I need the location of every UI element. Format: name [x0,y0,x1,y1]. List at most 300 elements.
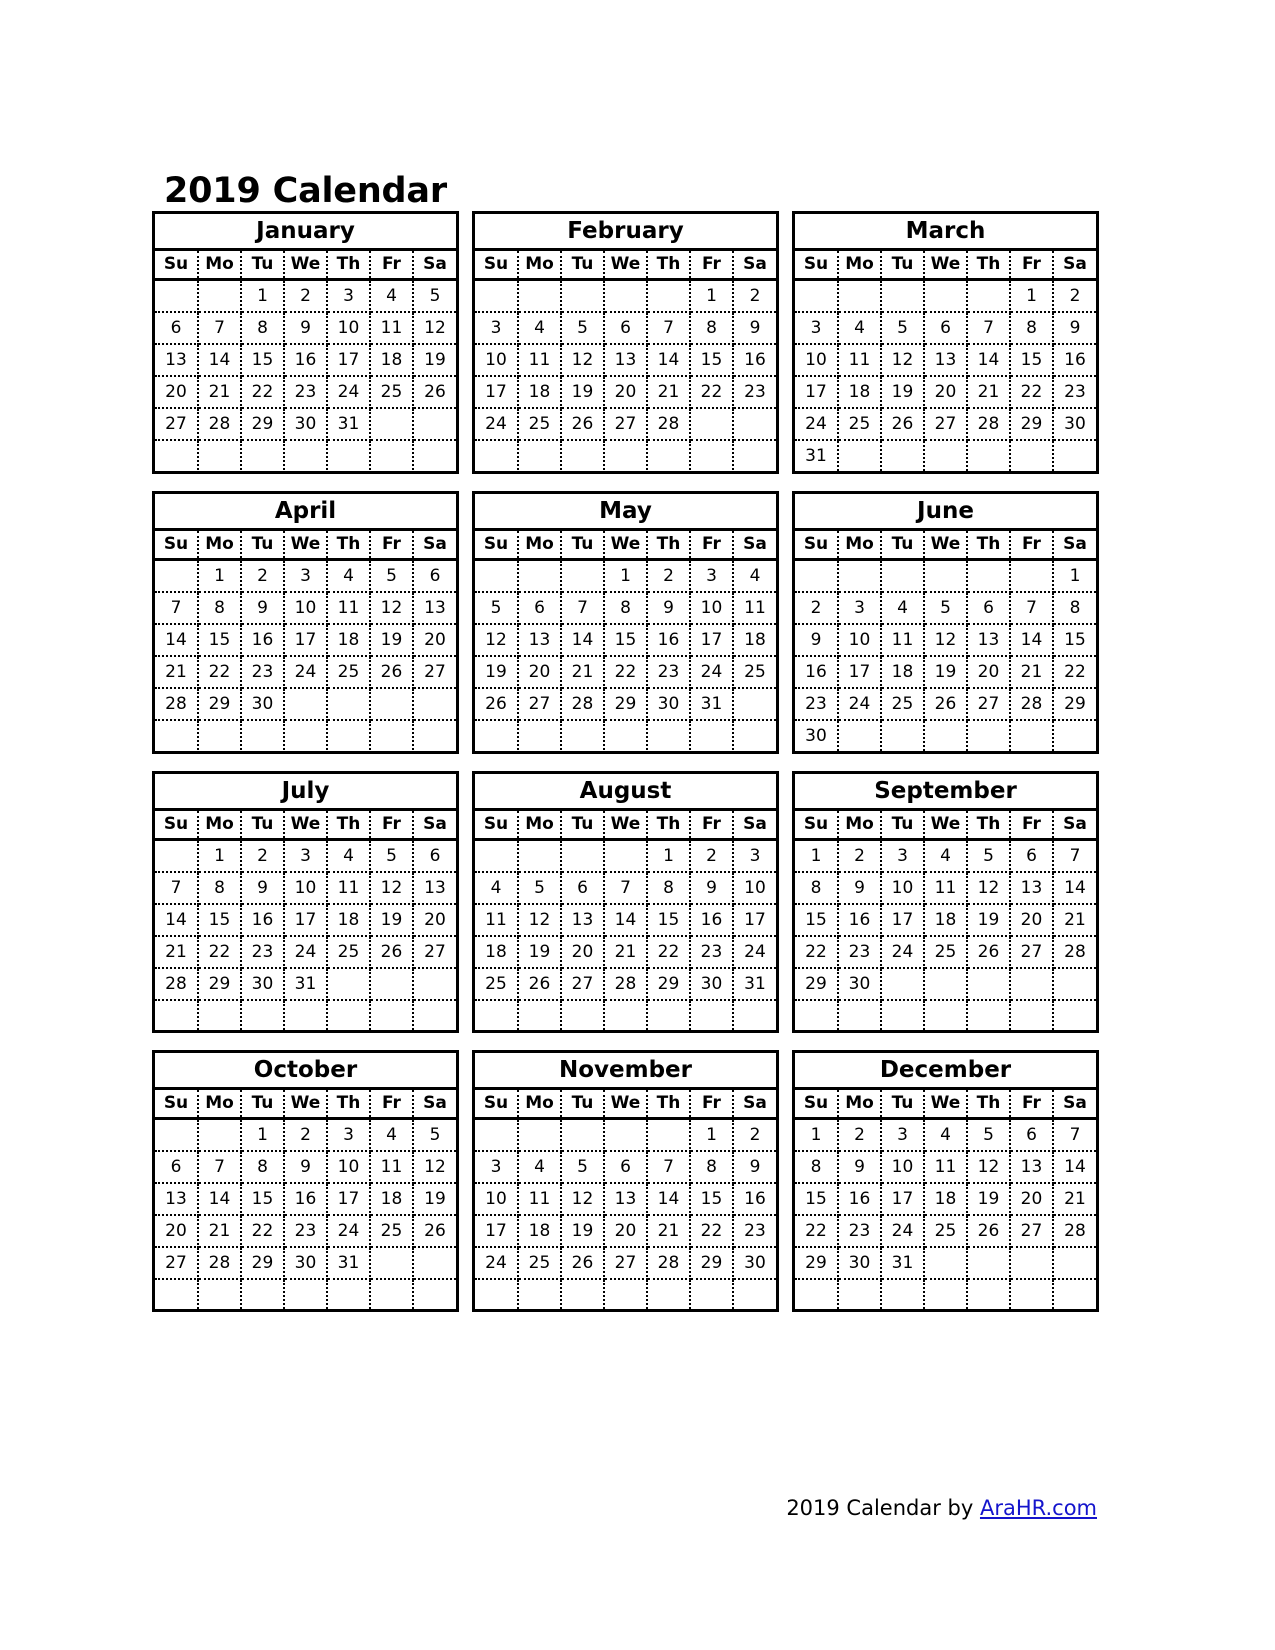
day-cell[interactable]: 27 [155,408,198,440]
day-cell[interactable]: 23 [838,936,881,968]
day-cell[interactable]: 4 [370,280,413,313]
day-cell[interactable]: 16 [647,624,690,656]
day-cell[interactable]: 23 [733,1215,776,1247]
day-cell[interactable]: 26 [561,408,604,440]
day-cell[interactable]: 5 [924,592,967,624]
day-cell[interactable]: 16 [284,1183,327,1215]
day-cell[interactable]: 27 [413,656,456,688]
day-cell[interactable]: 17 [284,624,327,656]
day-cell[interactable]: 20 [604,1215,647,1247]
day-cell[interactable]: 2 [690,840,733,873]
day-cell[interactable]: 25 [838,408,881,440]
day-cell[interactable]: 4 [327,560,370,593]
day-cell[interactable]: 16 [838,1183,881,1215]
day-cell[interactable]: 20 [413,624,456,656]
day-cell[interactable]: 8 [198,872,241,904]
day-cell[interactable]: 22 [1010,376,1053,408]
day-cell[interactable]: 24 [881,936,924,968]
day-cell[interactable]: 7 [604,872,647,904]
day-cell[interactable]: 6 [604,312,647,344]
day-cell[interactable]: 25 [518,408,561,440]
day-cell[interactable]: 20 [1010,904,1053,936]
day-cell[interactable]: 9 [241,592,284,624]
day-cell[interactable]: 28 [198,1247,241,1279]
day-cell[interactable]: 20 [967,656,1010,688]
day-cell[interactable]: 18 [924,904,967,936]
day-cell[interactable]: 8 [795,872,838,904]
day-cell[interactable]: 1 [198,840,241,873]
day-cell[interactable]: 5 [370,560,413,593]
day-cell[interactable]: 15 [1053,624,1096,656]
day-cell[interactable]: 10 [475,344,518,376]
day-cell[interactable]: 17 [733,904,776,936]
day-cell[interactable]: 31 [690,688,733,720]
day-cell[interactable]: 4 [475,872,518,904]
day-cell[interactable]: 2 [241,840,284,873]
day-cell[interactable]: 17 [475,1215,518,1247]
day-cell[interactable]: 25 [881,688,924,720]
day-cell[interactable]: 21 [647,376,690,408]
day-cell[interactable]: 25 [370,1215,413,1247]
day-cell[interactable]: 1 [690,280,733,313]
day-cell[interactable]: 12 [967,872,1010,904]
day-cell[interactable]: 29 [198,688,241,720]
day-cell[interactable]: 31 [327,408,370,440]
day-cell[interactable]: 26 [518,968,561,1000]
day-cell[interactable]: 16 [733,1183,776,1215]
day-cell[interactable]: 23 [241,656,284,688]
day-cell[interactable]: 10 [327,1151,370,1183]
day-cell[interactable]: 5 [518,872,561,904]
day-cell[interactable]: 2 [647,560,690,593]
day-cell[interactable]: 6 [1010,840,1053,873]
day-cell[interactable]: 30 [1053,408,1096,440]
day-cell[interactable]: 14 [198,1183,241,1215]
day-cell[interactable]: 26 [881,408,924,440]
day-cell[interactable]: 12 [413,312,456,344]
day-cell[interactable]: 19 [413,344,456,376]
day-cell[interactable]: 3 [475,1151,518,1183]
day-cell[interactable]: 25 [518,1247,561,1279]
day-cell[interactable]: 21 [647,1215,690,1247]
day-cell[interactable]: 28 [647,408,690,440]
day-cell[interactable]: 6 [924,312,967,344]
day-cell[interactable]: 21 [1010,656,1053,688]
day-cell[interactable]: 21 [198,1215,241,1247]
day-cell[interactable]: 29 [198,968,241,1000]
day-cell[interactable]: 25 [924,1215,967,1247]
day-cell[interactable]: 25 [475,968,518,1000]
day-cell[interactable]: 22 [1053,656,1096,688]
day-cell[interactable]: 24 [327,1215,370,1247]
day-cell[interactable]: 12 [561,344,604,376]
day-cell[interactable]: 30 [838,968,881,1000]
day-cell[interactable]: 17 [327,344,370,376]
day-cell[interactable]: 10 [475,1183,518,1215]
day-cell[interactable]: 14 [155,904,198,936]
day-cell[interactable]: 27 [1010,1215,1053,1247]
day-cell[interactable]: 24 [475,1247,518,1279]
day-cell[interactable]: 16 [1053,344,1096,376]
day-cell[interactable]: 29 [795,968,838,1000]
day-cell[interactable]: 28 [155,968,198,1000]
day-cell[interactable]: 2 [1053,280,1096,313]
day-cell[interactable]: 16 [241,904,284,936]
day-cell[interactable]: 14 [1053,872,1096,904]
day-cell[interactable]: 1 [604,560,647,593]
day-cell[interactable]: 13 [1010,1151,1053,1183]
day-cell[interactable]: 23 [690,936,733,968]
day-cell[interactable]: 5 [370,840,413,873]
day-cell[interactable]: 13 [518,624,561,656]
day-cell[interactable]: 25 [733,656,776,688]
day-cell[interactable]: 7 [647,312,690,344]
day-cell[interactable]: 24 [690,656,733,688]
day-cell[interactable]: 26 [475,688,518,720]
day-cell[interactable]: 29 [647,968,690,1000]
day-cell[interactable]: 7 [1053,840,1096,873]
day-cell[interactable]: 26 [413,376,456,408]
day-cell[interactable]: 14 [198,344,241,376]
day-cell[interactable]: 19 [370,904,413,936]
day-cell[interactable]: 18 [327,624,370,656]
day-cell[interactable]: 18 [733,624,776,656]
day-cell[interactable]: 3 [733,840,776,873]
day-cell[interactable]: 10 [795,344,838,376]
day-cell[interactable]: 13 [604,1183,647,1215]
day-cell[interactable]: 31 [881,1247,924,1279]
day-cell[interactable]: 10 [881,1151,924,1183]
day-cell[interactable]: 24 [838,688,881,720]
day-cell[interactable]: 23 [1053,376,1096,408]
day-cell[interactable]: 24 [284,936,327,968]
day-cell[interactable]: 18 [475,936,518,968]
day-cell[interactable]: 11 [370,312,413,344]
day-cell[interactable]: 28 [1053,936,1096,968]
day-cell[interactable]: 15 [647,904,690,936]
day-cell[interactable]: 15 [690,344,733,376]
day-cell[interactable]: 20 [413,904,456,936]
day-cell[interactable]: 21 [155,656,198,688]
day-cell[interactable]: 5 [967,1119,1010,1152]
day-cell[interactable]: 28 [1053,1215,1096,1247]
day-cell[interactable]: 9 [647,592,690,624]
day-cell[interactable]: 22 [690,1215,733,1247]
day-cell[interactable]: 11 [327,592,370,624]
day-cell[interactable]: 7 [561,592,604,624]
day-cell[interactable]: 9 [241,872,284,904]
day-cell[interactable]: 22 [604,656,647,688]
day-cell[interactable]: 28 [604,968,647,1000]
day-cell[interactable]: 19 [518,936,561,968]
day-cell[interactable]: 3 [327,280,370,313]
day-cell[interactable]: 28 [561,688,604,720]
day-cell[interactable]: 25 [924,936,967,968]
day-cell[interactable]: 3 [475,312,518,344]
day-cell[interactable]: 10 [284,872,327,904]
day-cell[interactable]: 11 [924,1151,967,1183]
day-cell[interactable]: 27 [155,1247,198,1279]
day-cell[interactable]: 15 [690,1183,733,1215]
day-cell[interactable]: 8 [241,312,284,344]
day-cell[interactable]: 15 [241,1183,284,1215]
day-cell[interactable]: 30 [838,1247,881,1279]
day-cell[interactable]: 12 [561,1183,604,1215]
day-cell[interactable]: 27 [967,688,1010,720]
day-cell[interactable]: 18 [838,376,881,408]
day-cell[interactable]: 23 [284,1215,327,1247]
day-cell[interactable]: 19 [475,656,518,688]
day-cell[interactable]: 16 [795,656,838,688]
day-cell[interactable]: 25 [327,656,370,688]
day-cell[interactable]: 10 [327,312,370,344]
day-cell[interactable]: 18 [518,1215,561,1247]
day-cell[interactable]: 8 [198,592,241,624]
day-cell[interactable]: 15 [198,904,241,936]
day-cell[interactable]: 14 [1010,624,1053,656]
day-cell[interactable]: 23 [733,376,776,408]
day-cell[interactable]: 22 [647,936,690,968]
day-cell[interactable]: 8 [690,1151,733,1183]
day-cell[interactable]: 24 [733,936,776,968]
day-cell[interactable]: 30 [241,688,284,720]
day-cell[interactable]: 22 [690,376,733,408]
day-cell[interactable]: 3 [284,840,327,873]
day-cell[interactable]: 8 [241,1151,284,1183]
day-cell[interactable]: 16 [690,904,733,936]
day-cell[interactable]: 11 [733,592,776,624]
day-cell[interactable]: 17 [795,376,838,408]
day-cell[interactable]: 6 [413,840,456,873]
day-cell[interactable]: 26 [967,1215,1010,1247]
day-cell[interactable]: 13 [155,1183,198,1215]
day-cell[interactable]: 15 [1010,344,1053,376]
day-cell[interactable]: 15 [198,624,241,656]
day-cell[interactable]: 29 [795,1247,838,1279]
day-cell[interactable]: 19 [967,1183,1010,1215]
day-cell[interactable]: 22 [198,936,241,968]
day-cell[interactable]: 25 [370,376,413,408]
day-cell[interactable]: 6 [413,560,456,593]
day-cell[interactable]: 31 [327,1247,370,1279]
day-cell[interactable]: 20 [155,376,198,408]
day-cell[interactable]: 4 [370,1119,413,1152]
day-cell[interactable]: 1 [795,1119,838,1152]
day-cell[interactable]: 13 [924,344,967,376]
day-cell[interactable]: 14 [967,344,1010,376]
day-cell[interactable]: 28 [647,1247,690,1279]
day-cell[interactable]: 3 [284,560,327,593]
day-cell[interactable]: 3 [690,560,733,593]
day-cell[interactable]: 18 [327,904,370,936]
day-cell[interactable]: 11 [518,344,561,376]
day-cell[interactable]: 13 [604,344,647,376]
day-cell[interactable]: 23 [241,936,284,968]
day-cell[interactable]: 17 [327,1183,370,1215]
day-cell[interactable]: 2 [284,280,327,313]
day-cell[interactable]: 15 [241,344,284,376]
day-cell[interactable]: 5 [413,280,456,313]
day-cell[interactable]: 6 [561,872,604,904]
day-cell[interactable]: 27 [604,408,647,440]
day-cell[interactable]: 1 [198,560,241,593]
day-cell[interactable]: 21 [604,936,647,968]
day-cell[interactable]: 16 [733,344,776,376]
day-cell[interactable]: 20 [924,376,967,408]
day-cell[interactable]: 20 [561,936,604,968]
day-cell[interactable]: 31 [795,440,838,471]
day-cell[interactable]: 11 [838,344,881,376]
day-cell[interactable]: 8 [1010,312,1053,344]
day-cell[interactable]: 1 [1010,280,1053,313]
day-cell[interactable]: 14 [155,624,198,656]
day-cell[interactable]: 7 [647,1151,690,1183]
day-cell[interactable]: 14 [561,624,604,656]
day-cell[interactable]: 3 [881,840,924,873]
day-cell[interactable]: 27 [561,968,604,1000]
day-cell[interactable]: 2 [284,1119,327,1152]
day-cell[interactable]: 2 [733,280,776,313]
day-cell[interactable]: 7 [155,872,198,904]
day-cell[interactable]: 3 [838,592,881,624]
day-cell[interactable]: 28 [155,688,198,720]
day-cell[interactable]: 26 [967,936,1010,968]
day-cell[interactable]: 10 [284,592,327,624]
day-cell[interactable]: 21 [967,376,1010,408]
day-cell[interactable]: 18 [924,1183,967,1215]
day-cell[interactable]: 26 [924,688,967,720]
day-cell[interactable]: 28 [198,408,241,440]
day-cell[interactable]: 1 [647,840,690,873]
day-cell[interactable]: 22 [241,376,284,408]
day-cell[interactable]: 16 [838,904,881,936]
day-cell[interactable]: 12 [370,592,413,624]
day-cell[interactable]: 4 [327,840,370,873]
day-cell[interactable]: 20 [518,656,561,688]
day-cell[interactable]: 2 [733,1119,776,1152]
day-cell[interactable]: 6 [967,592,1010,624]
day-cell[interactable]: 13 [561,904,604,936]
day-cell[interactable]: 11 [370,1151,413,1183]
day-cell[interactable]: 30 [795,720,838,751]
day-cell[interactable]: 29 [604,688,647,720]
day-cell[interactable]: 4 [838,312,881,344]
day-cell[interactable]: 3 [881,1119,924,1152]
day-cell[interactable]: 30 [690,968,733,1000]
day-cell[interactable]: 12 [475,624,518,656]
day-cell[interactable]: 18 [518,376,561,408]
day-cell[interactable]: 5 [475,592,518,624]
day-cell[interactable]: 7 [967,312,1010,344]
day-cell[interactable]: 14 [604,904,647,936]
day-cell[interactable]: 30 [284,1247,327,1279]
day-cell[interactable]: 27 [924,408,967,440]
day-cell[interactable]: 6 [155,1151,198,1183]
day-cell[interactable]: 16 [241,624,284,656]
day-cell[interactable]: 18 [370,1183,413,1215]
day-cell[interactable]: 30 [733,1247,776,1279]
day-cell[interactable]: 31 [284,968,327,1000]
day-cell[interactable]: 8 [690,312,733,344]
day-cell[interactable]: 9 [1053,312,1096,344]
day-cell[interactable]: 13 [155,344,198,376]
day-cell[interactable]: 9 [690,872,733,904]
day-cell[interactable]: 12 [967,1151,1010,1183]
day-cell[interactable]: 1 [241,280,284,313]
day-cell[interactable]: 17 [881,904,924,936]
day-cell[interactable]: 30 [284,408,327,440]
day-cell[interactable]: 11 [475,904,518,936]
day-cell[interactable]: 7 [198,1151,241,1183]
day-cell[interactable]: 17 [284,904,327,936]
day-cell[interactable]: 17 [881,1183,924,1215]
day-cell[interactable]: 11 [924,872,967,904]
day-cell[interactable]: 30 [647,688,690,720]
day-cell[interactable]: 11 [518,1183,561,1215]
day-cell[interactable]: 12 [518,904,561,936]
day-cell[interactable]: 22 [795,936,838,968]
day-cell[interactable]: 6 [518,592,561,624]
day-cell[interactable]: 19 [561,1215,604,1247]
day-cell[interactable]: 1 [241,1119,284,1152]
day-cell[interactable]: 29 [1053,688,1096,720]
day-cell[interactable]: 22 [241,1215,284,1247]
day-cell[interactable]: 27 [1010,936,1053,968]
day-cell[interactable]: 19 [924,656,967,688]
day-cell[interactable]: 21 [1053,1183,1096,1215]
day-cell[interactable]: 24 [327,376,370,408]
day-cell[interactable]: 5 [881,312,924,344]
day-cell[interactable]: 7 [1010,592,1053,624]
day-cell[interactable]: 4 [518,312,561,344]
day-cell[interactable]: 7 [155,592,198,624]
day-cell[interactable]: 2 [241,560,284,593]
day-cell[interactable]: 3 [327,1119,370,1152]
day-cell[interactable]: 19 [881,376,924,408]
day-cell[interactable]: 30 [241,968,284,1000]
day-cell[interactable]: 16 [284,344,327,376]
day-cell[interactable]: 10 [838,624,881,656]
day-cell[interactable]: 10 [690,592,733,624]
day-cell[interactable]: 2 [838,840,881,873]
day-cell[interactable]: 6 [155,312,198,344]
day-cell[interactable]: 29 [241,1247,284,1279]
day-cell[interactable]: 29 [690,1247,733,1279]
day-cell[interactable]: 14 [647,344,690,376]
day-cell[interactable]: 9 [284,312,327,344]
day-cell[interactable]: 18 [881,656,924,688]
day-cell[interactable]: 23 [795,688,838,720]
day-cell[interactable]: 12 [413,1151,456,1183]
day-cell[interactable]: 9 [795,624,838,656]
day-cell[interactable]: 23 [284,376,327,408]
day-cell[interactable]: 19 [370,624,413,656]
day-cell[interactable]: 4 [924,840,967,873]
day-cell[interactable]: 10 [733,872,776,904]
day-cell[interactable]: 23 [647,656,690,688]
day-cell[interactable]: 14 [647,1183,690,1215]
day-cell[interactable]: 4 [733,560,776,593]
day-cell[interactable]: 23 [838,1215,881,1247]
day-cell[interactable]: 22 [198,656,241,688]
day-cell[interactable]: 27 [604,1247,647,1279]
day-cell[interactable]: 17 [838,656,881,688]
day-cell[interactable]: 11 [327,872,370,904]
day-cell[interactable]: 15 [795,904,838,936]
day-cell[interactable]: 9 [838,872,881,904]
day-cell[interactable]: 21 [198,376,241,408]
day-cell[interactable]: 27 [518,688,561,720]
